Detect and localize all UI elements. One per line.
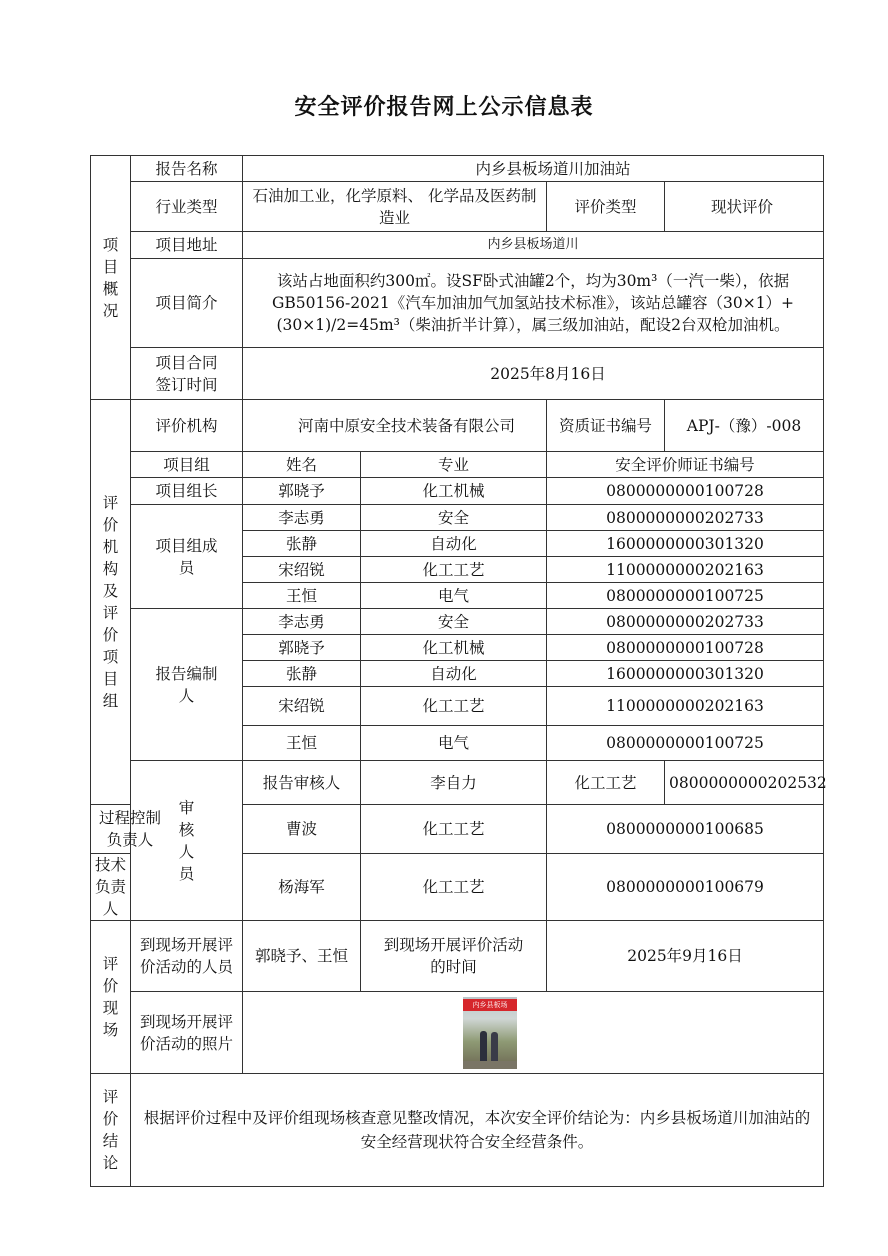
member-name: 张静 [243, 531, 361, 557]
industry-row [91, 182, 824, 232]
site-people-row [91, 921, 824, 992]
review-major: 化工工艺 [361, 854, 547, 921]
page-title: 安全评价报告网上公示信息表 [294, 95, 594, 120]
author-cert: 0800000000202733 [547, 609, 824, 635]
member-major: 化工工艺 [361, 557, 547, 583]
member-major: 安全 [361, 505, 547, 531]
leader-major: 化工机械 [361, 478, 547, 505]
member-cert: 1600000000301320 [547, 531, 824, 557]
author-cert: 0800000000100728 [547, 635, 824, 661]
member-major: 自动化 [361, 531, 547, 557]
review-major: 化工工艺 [547, 761, 665, 805]
author-cert: 1100000000202163 [547, 687, 824, 726]
header-cert: 安全评价师证书编号 [547, 452, 824, 478]
address-value: 内乡县板场道川 [243, 232, 824, 259]
report-name-row [91, 156, 824, 182]
intro-label: 项目简介 [131, 259, 243, 348]
author-major: 化工工艺 [361, 687, 547, 726]
intro-row [91, 259, 824, 348]
cert-label: 资质证书编号 [547, 400, 665, 452]
author-major: 化工机械 [361, 635, 547, 661]
review-cert: 0800000000202532 [665, 761, 824, 805]
section-site: 评价现场 [91, 921, 131, 1074]
header-team: 项目组 [131, 452, 243, 478]
site-photo-cell [243, 992, 824, 1074]
author-name: 张静 [243, 661, 361, 687]
authors-label: 报告编制人 [131, 609, 243, 761]
address-row [91, 232, 824, 259]
site-time-label: 到现场开展评价活动的时间 [361, 921, 547, 992]
review-role: 技术负责人 [91, 854, 131, 921]
site-people: 郭晓予、王恒 [243, 921, 361, 992]
author-major: 电气 [361, 726, 547, 761]
leader-cert: 0800000000100728 [547, 478, 824, 505]
member-cert: 1100000000202163 [547, 557, 824, 583]
review-role: 过程控制负责人 [91, 805, 131, 854]
site-photo [463, 997, 517, 1069]
member-name: 宋绍锐 [243, 557, 361, 583]
leader-row [91, 478, 824, 505]
section-conclusion: 评价结论 [91, 1074, 131, 1187]
agency-label: 评价机构 [131, 400, 243, 452]
header-name: 姓名 [243, 452, 361, 478]
member-name: 王恒 [243, 583, 361, 609]
member-cert: 0800000000202733 [547, 505, 824, 531]
review-name: 李自力 [361, 761, 547, 805]
section-overview: 项目概况 [91, 156, 131, 400]
review-name: 杨海军 [243, 854, 361, 921]
author-cert: 0800000000100725 [547, 726, 824, 761]
section-org: 评价机构及评价项目组 [91, 400, 131, 805]
author-cert: 1600000000301320 [547, 661, 824, 687]
agency-value: 河南中原安全技术装备有限公司 [243, 400, 547, 452]
contract-date: 2025年8月16日 [243, 348, 824, 400]
conclusion-text: 根据评价过程中及评价组现场核查意见整改情况，本次安全评价结论为：内乡县板场道川加油站的安全经营现状符合安全经营条件。 [131, 1074, 824, 1187]
intro-text: 该站占地面积约300㎡。设SF卧式油罐2个，均为30m³（一汽一柴），依据GB50156-2021《汽车加油加气加氢站技术标准》，该站总罐容（30×1）+(30×1)/2=45m³（柴油折半计算），属三级加油站，配设2台双枪加油机。 [243, 259, 824, 348]
review-cert: 0800000000100679 [547, 854, 824, 921]
review-role: 报告审核人 [243, 761, 361, 805]
contract-row [91, 348, 824, 400]
author-name: 郭晓予 [243, 635, 361, 661]
cert-value: APJ-（豫）-008 [665, 400, 824, 452]
industry-label: 行业类型 [131, 182, 243, 232]
author-major: 安全 [361, 609, 547, 635]
industry-value: 石油加工业，化学原料、 化学品及医药制造业 [243, 182, 547, 232]
table-row [91, 505, 824, 531]
contract-label: 项目合同签订时间 [131, 348, 243, 400]
site-people-label: 到现场开展评价活动的人员 [131, 921, 243, 992]
station-sign: 内乡县板场 [463, 999, 517, 1011]
review-major: 化工工艺 [361, 805, 547, 854]
agency-row [91, 400, 824, 452]
author-name: 王恒 [243, 726, 361, 761]
eval-type-value: 现状评价 [665, 182, 824, 232]
header-major: 专业 [361, 452, 547, 478]
site-photo-row [91, 992, 824, 1074]
leader-label: 项目组长 [131, 478, 243, 505]
site-photo-label: 到现场开展评价活动的照片 [131, 992, 243, 1074]
member-cert: 0800000000100725 [547, 583, 824, 609]
person-figure [480, 1031, 487, 1065]
report-name-value: 内乡县板场道川加油站 [243, 156, 824, 182]
reviewer-row [91, 761, 824, 805]
review-cert: 0800000000100685 [547, 805, 824, 854]
member-name: 李志勇 [243, 505, 361, 531]
member-major: 电气 [361, 583, 547, 609]
author-major: 自动化 [361, 661, 547, 687]
ground [463, 1061, 517, 1069]
info-table [90, 155, 827, 1187]
team-header-row [91, 452, 824, 478]
section-review: 审核人员 [131, 761, 243, 921]
author-name: 李志勇 [243, 609, 361, 635]
site-time: 2025年9月16日 [547, 921, 824, 992]
author-name: 宋绍锐 [243, 687, 361, 726]
report-name-label: 报告名称 [131, 156, 243, 182]
conclusion-row [91, 1074, 824, 1187]
table-row [91, 609, 824, 635]
leader-name: 郭晓予 [243, 478, 361, 505]
members-label: 项目组成员 [131, 505, 243, 609]
address-label: 项目地址 [131, 232, 243, 259]
review-name: 曹波 [243, 805, 361, 854]
eval-type-label: 评价类型 [547, 182, 665, 232]
